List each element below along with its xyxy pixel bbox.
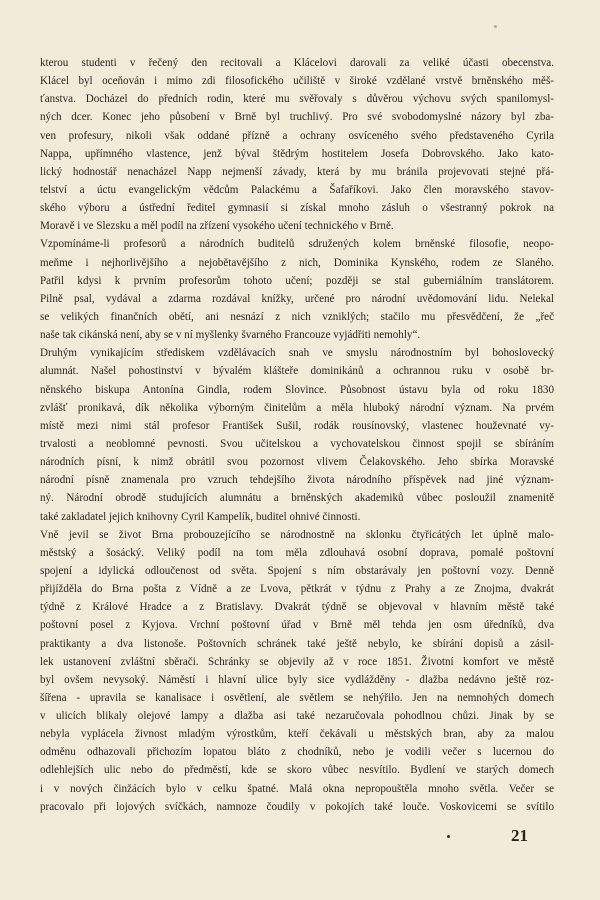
text-line: Klácel byl oceňován i mimo zdi filosofického učiliště v široké vzdělané vrstvě brněnského měš- xyxy=(40,75,554,88)
text-line: přijížděla do Brna pošta z Vídně a ze Lvova, pětkrát v týdnu z Prahy a ze Znojma, dvakrát xyxy=(40,583,554,596)
text-line: lek ustanovení zvláštní sběrači. Schránky se objevily až v roce 1851. Životní komfort ve městě xyxy=(40,655,554,668)
text-line: i v nových činžácích bylo v celku špatné. Malá okna nepropouštěla mnoho světla. Večer se xyxy=(40,782,554,795)
text-line: něnského biskupa Antonína Gindla, rodem Slovince. Působnost ústavu byla od roku 1830 xyxy=(40,383,554,396)
text-line: meňme i nejhorlivějšího a nejobětavějšího z nich, Dominika Kynského, rodem ze Slaného. xyxy=(40,256,554,269)
text-line: místě mezi nimi stál profesor František Sušil, rodák rousínovský, vlastenec houževnaté vy- xyxy=(40,419,554,432)
text-line: ven profesury, nikoli však oddané přízně a ochrany osvíceného svého představeného Cyrila xyxy=(40,129,554,142)
text-line: odlehlejších ulic nebo do předměstí, kde se skoro vůbec nesvítilo. Bydlení ve starých domech xyxy=(40,764,554,777)
text-line: trvalosti a neoblomné pevnosti. Svou učitelskou a vychovatelskou činnost spojil se sbíráním xyxy=(40,437,554,450)
text-line: ťanstva. Docházel do předních rodin, které mu svěřovaly s důvěrou výchovu svých spanilomysl- xyxy=(40,93,554,106)
text-line: alumnát. Našel pohostinství v bývalém klášteře dominikánů a ochrannou ruku v osobě br- xyxy=(40,365,554,378)
text-line: nebyla vyplácela živnost mladým výrostkům, kteří čekávali u městských bran, aby za malou xyxy=(40,728,554,741)
body-text xyxy=(40,54,554,816)
text-line: Druhým vynikajícím střediskem vzdělávacích snah ve smyslu národnostním byl bohoslovecký xyxy=(40,347,554,360)
page-number: 21 xyxy=(511,826,528,845)
corner-mark xyxy=(494,25,497,28)
text-line: naše tak cikánská není, aby se v ní myšlenky švarného Francouze vyjádřiti nemohly“. xyxy=(40,329,421,342)
text-line: zvlášť pronikavá, dík několika výborným činitelům a měla hluboký národní význam. Na prvém xyxy=(40,401,554,414)
page-dot xyxy=(447,835,450,838)
text-line: ského výboru a ústřední ředitel gymnasií si získal mnoho zásluh o všestranný pokrok na xyxy=(40,202,554,215)
text-line: lický hodnostář nenacházel Napp nejmenší závady, která by mu bránila projevovati stejné přá- xyxy=(40,165,554,178)
text-line: Moravě i ve Slezsku a měl podíl na zřízení vysokého učení technického v Brně. xyxy=(40,220,394,233)
text-line: kterou studenti v řečený den recitovali a Klácelovi darovali za veliké účasti obecenstva. xyxy=(40,57,554,69)
text-line: také zakladatel jejich knihovny Cyril Kampelík, buditel ohnivé činnosti. xyxy=(40,510,361,523)
text-line: Nappa, upřímného vlastence, jenž býval štědrým hostitelem Josefa Dobrovského. Jako kato- xyxy=(40,147,554,160)
text-line: se velikých finančních obětí, ani nesnází z nich vzniklých; stačilo mu přesvědčení, že „řeč xyxy=(40,310,554,323)
text-line: Vzpomínáme-li profesorů a národních buditelů sdružených kolem brněnské filosofie, neopo- xyxy=(40,238,554,251)
text-line: Vně jevil se život Brna probouzejícího se národnostně na sklonku čtyřicátých let úplně malo- xyxy=(40,528,554,541)
text-line: spojení a idylická odloučenost od světa. Spojení s ním obstarávaly jen poštovní vozy. Denně xyxy=(40,564,554,577)
text-line: Patřil kdysi k prvním profesorům tohoto učení; později se stal guberniálním translátorem. xyxy=(40,274,554,287)
text-line: praktikanty a dva listonoše. Poštovních schránek také ještě nebylo, ke sbírání dopisů a zásil- xyxy=(40,637,554,650)
text-line: městský a šosácký. Veliký podíl na tom měla zdlouhavá osobní doprava, pomalé poštovní xyxy=(40,546,554,559)
text-line: Pilně psal, vydával a zdarma rozdával knížky, určené pro národní uvědomování lidu. Nelekal xyxy=(40,292,554,305)
text-line: odměnu odhazovali přichozím lopatou bláto z chodníků, nebo je vodili večer s lucernou do xyxy=(40,746,554,759)
text-line: pracovalo při lojových svíčkách, namnoze čoudily v pokojích také louče. Voskovicemi se svítilo xyxy=(40,800,554,813)
text-line: šířena - upravila se kanalisace i osvětlení, ale světlem se nehýřilo. Jen na nemnohých domech xyxy=(40,691,554,704)
text-line: poštovní posel z Kyjova. Vrchní poštovní úřad v Brně měl tehda jen osm úředníků, dva xyxy=(40,619,554,632)
text-line: týdně z Králové Hradce a z Bratislavy. Dvakrát týdně se objevoval v hlavním městě také xyxy=(40,601,554,614)
text-line: národních písní, k nimž obrátil svou pozornost vlivem Čelakovského. Jeho sbírka Moravské xyxy=(40,456,554,469)
text-line: byl ovšem nevysoký. Náměstí i hlavní ulice byly sice vydlážděny - dlažba nedávno ještě roz- xyxy=(40,673,554,686)
text-line: telství a úctu evangelickým vědcům Palackému a Šafaříkovi. Jako člen moravského stavov- xyxy=(40,183,554,196)
text-line: ných dcer. Konec jeho působení v Brně byl truchlivý. Pro své svobodomyslné názory byl zba- xyxy=(40,111,554,124)
text-line: v ulicích blikaly olejové lampy a dlažba asi také nezaručovala pohodlnou chůzi. Jinak by se xyxy=(40,710,554,723)
text-line: národní písně znamenala pro vzruch tehdejšího života národního příspěvek nad jiné význam- xyxy=(40,474,554,487)
text-line: ný. Národní obrodě studujících alumnátu a brněnských akademiků vůbec posloužil znamenitě xyxy=(40,492,554,505)
